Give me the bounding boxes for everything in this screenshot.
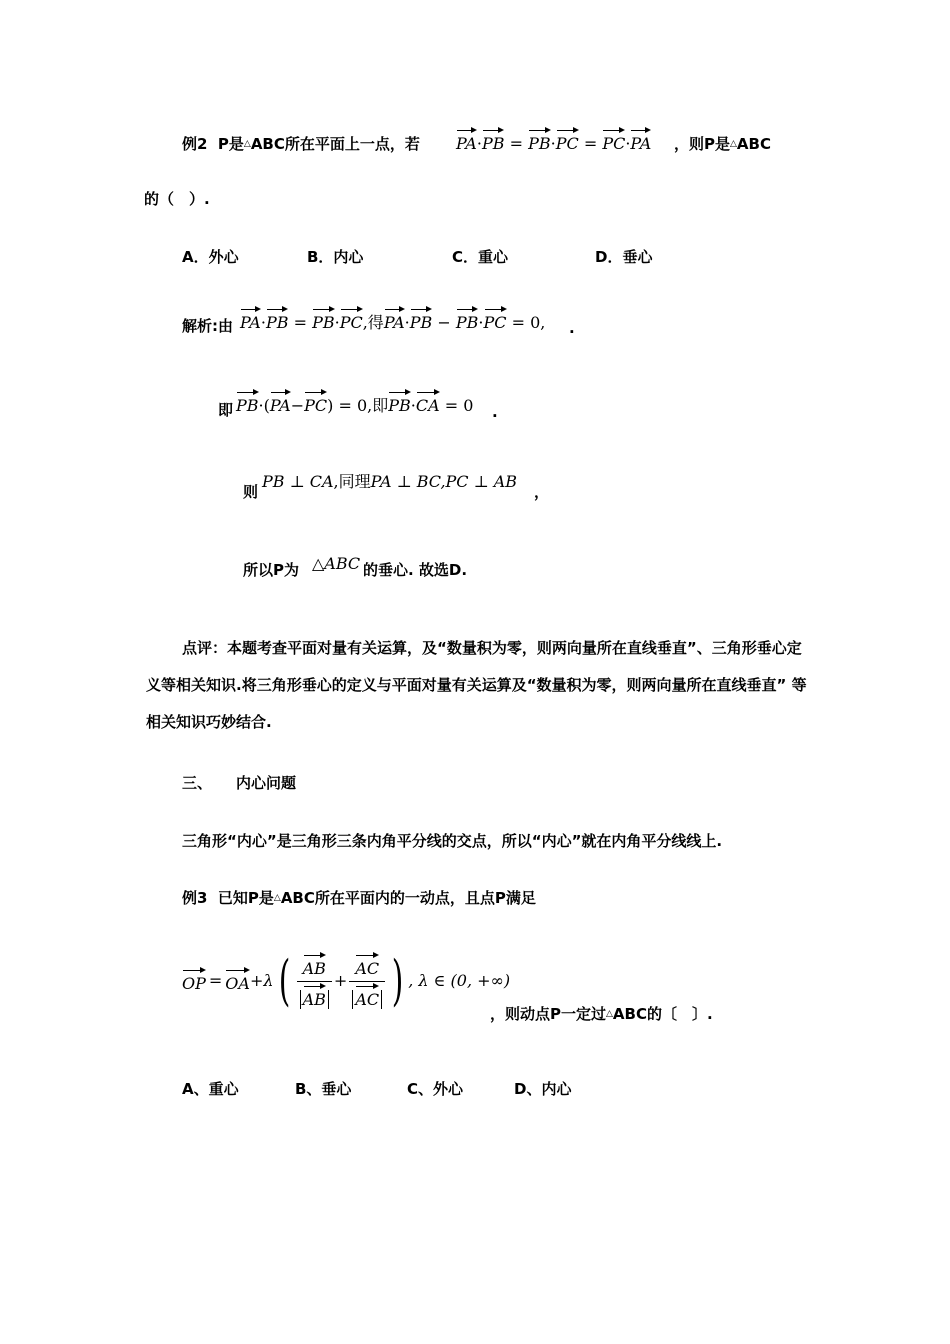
triangle-icon: △ [243,139,251,149]
solution-line3: PB ⊥ CA,同理PA ⊥ BC,PC ⊥ AB [262,472,518,491]
example3-label: 例3 [182,889,208,907]
solution-conclusion: 的垂心. 故选D. [363,561,468,579]
section-number: 三、 [182,774,213,792]
comment-paragraph: 点评：本题考查平面对量有关运算，及“数量积为零，则两向量所在直线垂直”、三角形垂心定义等相关知识.将三角形垂心的定义与平面对量有关运算及“数量积为零，则两向量所在直线垂直” 等相关知识巧妙结合. [146,639,807,731]
solution-lead: 解析:由 [182,317,233,335]
option3-d: D、内心 [514,1080,572,1098]
triangle-icon: △ [730,139,737,149]
solution-lead3: 则 [243,483,259,501]
example3-stem: 例3 已知P是△ABC所在平面内的一动点，且点P满足 [182,889,536,907]
document-page: 例2 P是△ABC所在平面上一点，若 PA·PB = PB·PC = PC·PA ，则P是△ABC 的（ ）. A．外心 B．内心 C．重心 D．垂心 解析:由 PA·PB = PB·PC,得PA·PB − PB·PC = 0, . 即 PB·(PA−PC) = 0,即PB·CA = 0 . 则 PB ⊥ CA,同理PA ⊥ BC,PC ⊥ AB ， 所以P为 △ABC 的垂心. 故选D. 点评：本题考查平面对量有关运算，及“数量积为零，则两向量所在直线垂直”、三角形垂心定义等相关知识.将三角形垂心的定义与平面对量有关运算及“数量积为零，则两向量所在直线垂直” 等相关知识巧妙结合. 三、 内心问题 三角形“内心”是三角形三条内角平分线的交点，所以“内心”就在内角平分线线上. 例3 已知P是△ABC所在平面内的一动点，且点P满足 OP = OA + λ ( $\frac{AB}{AB}$ + $\frac{AC}{AC}$ ) , λ ∈ (0, +∞) ，则动点P一定过△ABC的〔 〕. A、重心 B、垂心 C、外心 D、内心 [0,0,950,1344]
example2-condition: PA·PB = PB·PC = PC·PA [456,128,651,154]
option3-b: B、垂心 [295,1080,352,1098]
example3-question: ，则动点P一定过△ABC的〔 〕. [490,1005,713,1023]
triangle-icon: △ [606,1009,613,1019]
solution-lead2: 即 [218,401,234,419]
example2-stem-end: ，则P是△ABC [674,135,771,153]
incenter-intro: 三角形“内心”是三角形三条内角平分线的交点，所以“内心”就在内角平分线线上. [182,832,723,850]
fraction-ab: $\frac{AB}{AB}$ [297,953,332,1010]
example3-formula: OP = OA + λ ( $\frac{AB}{AB}$ + $\frac{AC}{AC}$ ) , λ ∈ (0, +∞) [182,949,511,1012]
solution-line2: PB·(PA−PC) = 0,即PB·CA = 0 [236,390,473,416]
example2-stem: 例2 P是△ABC所在平面上一点，若 [182,135,420,153]
example2-blank: 的（ ）. [144,190,210,208]
section-title: 内心问题 [236,774,297,792]
fraction-ac: $\frac{AC}{AC}$ [349,953,385,1010]
triangle-abc: △ABC [312,554,361,573]
option3-a: A、重心 [182,1080,239,1098]
solution-lead4: 所以P为 [243,561,299,579]
example2-label: 例2 [182,135,208,153]
option3-c: C、外心 [407,1080,464,1098]
option-c: C．重心 [452,248,509,266]
option-a: A．外心 [182,248,239,266]
triangle-icon: △ [273,893,281,903]
solution-line1: PA·PB = PB·PC,得PA·PB − PB·PC = 0, [240,307,545,333]
option-b: B．内心 [307,248,364,266]
option-d: D．垂心 [595,248,653,266]
